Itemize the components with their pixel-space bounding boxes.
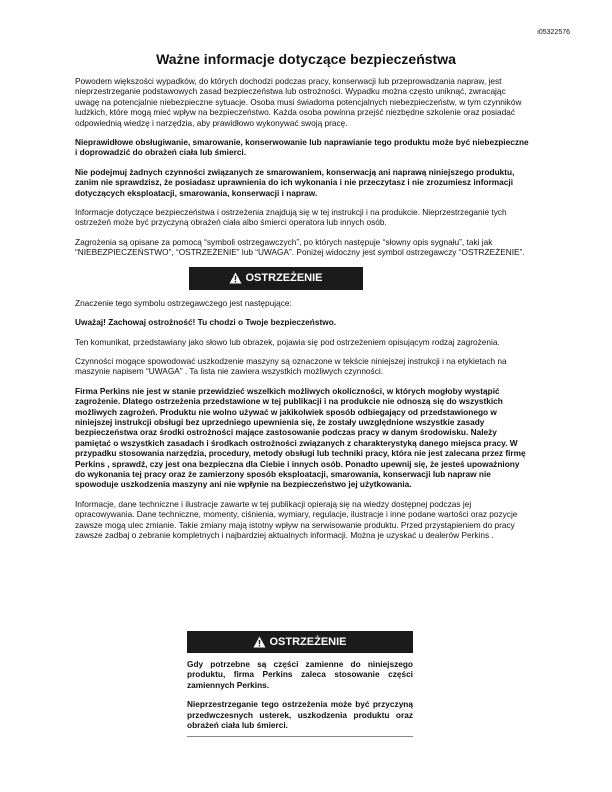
paragraph-perkins-disclaimer: Firma Perkins nie jest w stanie przewidzieć wszelkich możliwych okoliczności, w których mogłoby wystąpić zagrożenie. Dlatego ostrzeżenia przedstawione w tej publikacji i na produkcie nie odnoszą się do wszystkich możliwych zagrożeń. Produktu nie wolno używać w jakikolwiek sposób odbiegający od przedstawionego w niniejszej instrukcji obsługi bez uprzedniego upewnienia się, że zostały uwzględnione wszystkie zasady bezpieczeństwa oraz środki ostrożności mające zastosowanie podczas pracy w danym środowisku. Należy pamiętać o wszystkich zasadach i środkach ostrożności związanych z charakterystyką danego miejsca pracy. W przypadku stosowania narzędzia, procedury, metody obsługi lub techniki pracy, która nie jest zalecana przez firmę Perkins , sprawdź, czy jest ona bezpieczna dla Ciebie i innych osób. Ponadto upewnij się, że jesteś upoważniony do wykonania tej pracy oraz że zamierzony sposób eksploatacji, smarowania, konserwacji lub napraw nie spowoduje uszkodzenia maszyny ani nie wpłynie na bezpieczeństwo jej użytkowania. (75, 385, 526, 490)
page-title: Ważne informacje dotyczące bezpieczeństwa (156, 51, 456, 67)
replacement-parts-warning-box (187, 631, 413, 737)
paragraph-read-before-service: Nie podejmuj żadnych czynności związanych ze smarowaniem, konserwacją ani naprawą niniejszego produktu, zanim nie sprawdzisz, że posiadasz uprawnienia do ich wykonania i nie przeczytasz i nie zrozumiesz informacji dotyczących eksploatacji, smarowania, konserwacji i napraw. (75, 166, 515, 198)
paragraph-message-explanation: Ten komunikat, przedstawiany jako słowo lub obrazek, pojawia się pod ostrzeżeniem opisującym rodzaj zagrożenia. (75, 336, 500, 347)
warning-box-bottom-rule (187, 736, 413, 737)
paragraph-safety-info-location: Informacje dotyczące bezpieczeństwa i ostrzeżenia znajdują się w tej instrukcji i na produkcie. Nieprzestrzeganie tych ostrzeżeń może być przyczyną obrażeń ciała albo śmierci operatora lub innych osób. (75, 207, 507, 228)
paragraph-hazard-symbols: Zagrożenia są opisane za pomocą “symboli ostrzegawczych”, po których następuje “słowny opis sygnału”, taki jak “NIEBEZPIECZEŃSTWO”, “OSTRZEŻENIE” lub “UWAGA”. Poniżej widoczny jest symbol ostrzegawczy “OSTRZEŻENIE”. (75, 236, 525, 258)
warning-box-paragraph-consequences: Nieprzestrzeganie tego ostrzeżenia może być przyczyną przedwczesnych usterek, uszkodzenia produktu oraz obrażeń ciała lub śmierci. (187, 699, 413, 731)
warning-box-paragraph-parts: Gdy potrzebne są części zamienne do niniejszego produktu, firma Perkins zaleca stosowanie części zamiennych Perkins. (187, 659, 413, 690)
paragraph-publication-info: Informacje, dane techniczne i ilustracje zawarte w tej publikacji opierają się na wiedzy dostępnej podczas jej opracowywania. Dane techniczne, momenty, ciśnienia, wymiary, regulacje, ilustracje i inne podane wartości oraz pozycje zawsze mogą ulec zmianie. Takie zmiany mają istotny wpływ na serwisowanie produktu. Przed przystąpieniem do pracy zawsze zadbaj o zebranie kompletnych i najbardziej aktualnych informacji. Można je uzyskać u dealerów Perkins . (75, 498, 518, 540)
warning-box-label: OSTRZEŻENIE (269, 636, 347, 648)
paragraph-attention: Uważaj! Zachowaj ostrożność! Tu chodzi o Twoje bezpieczeństwo. (75, 317, 337, 328)
paragraph-symbol-meaning: Znaczenie tego symbolu ostrzegawczego jest następujące: (75, 297, 292, 308)
document-id: i05322576 (537, 29, 570, 36)
warning-banner-label: OSTRZEŻENIE (245, 271, 323, 284)
warning-triangle-icon (229, 272, 242, 284)
warning-triangle-icon (253, 636, 266, 648)
document-body (75, 76, 530, 549)
paragraph-intro: Powodem większości wypadków, do których dochodzi podczas pracy, konserwacji lub przeprowadzania napraw, jest nieprzestrzeganie podstawowych zasad bezpieczeństwa lub ostrożności. Wypadku można często uniknąć, zwracając uwagę na potencjalnie niebezpieczne sytuacje. Osoba musi świadoma potencjalnych niebezpieczeństw, w tym czynników ludzkich, które mogą mieć wpływ na bezpieczeństwo. Każda osoba powinna przejść niezbędne szkolenie oraz posiadać odpowiednią wiedzę i narzędzia, aby prawidłowo wykonywać swoją pracę. (75, 76, 522, 128)
paragraph-notice: Czynności mogące spowodować uszkodzenie maszyny są oznaczone w tekście niniejszej instrukcji i na etykietach na maszynie napisem “UWAGA” . Ta lista nie zawiera wszystkich możliwych czynności. (75, 355, 507, 377)
warning-box-banner (187, 631, 413, 653)
warning-banner (189, 267, 363, 290)
paragraph-danger-improper-use: Nieprawidłowe obsługiwanie, smarowanie, konserwowanie lub naprawianie tego produktu może być niebezpieczne i doprowadzić do obrażeń ciała lub śmierci. (75, 137, 529, 158)
